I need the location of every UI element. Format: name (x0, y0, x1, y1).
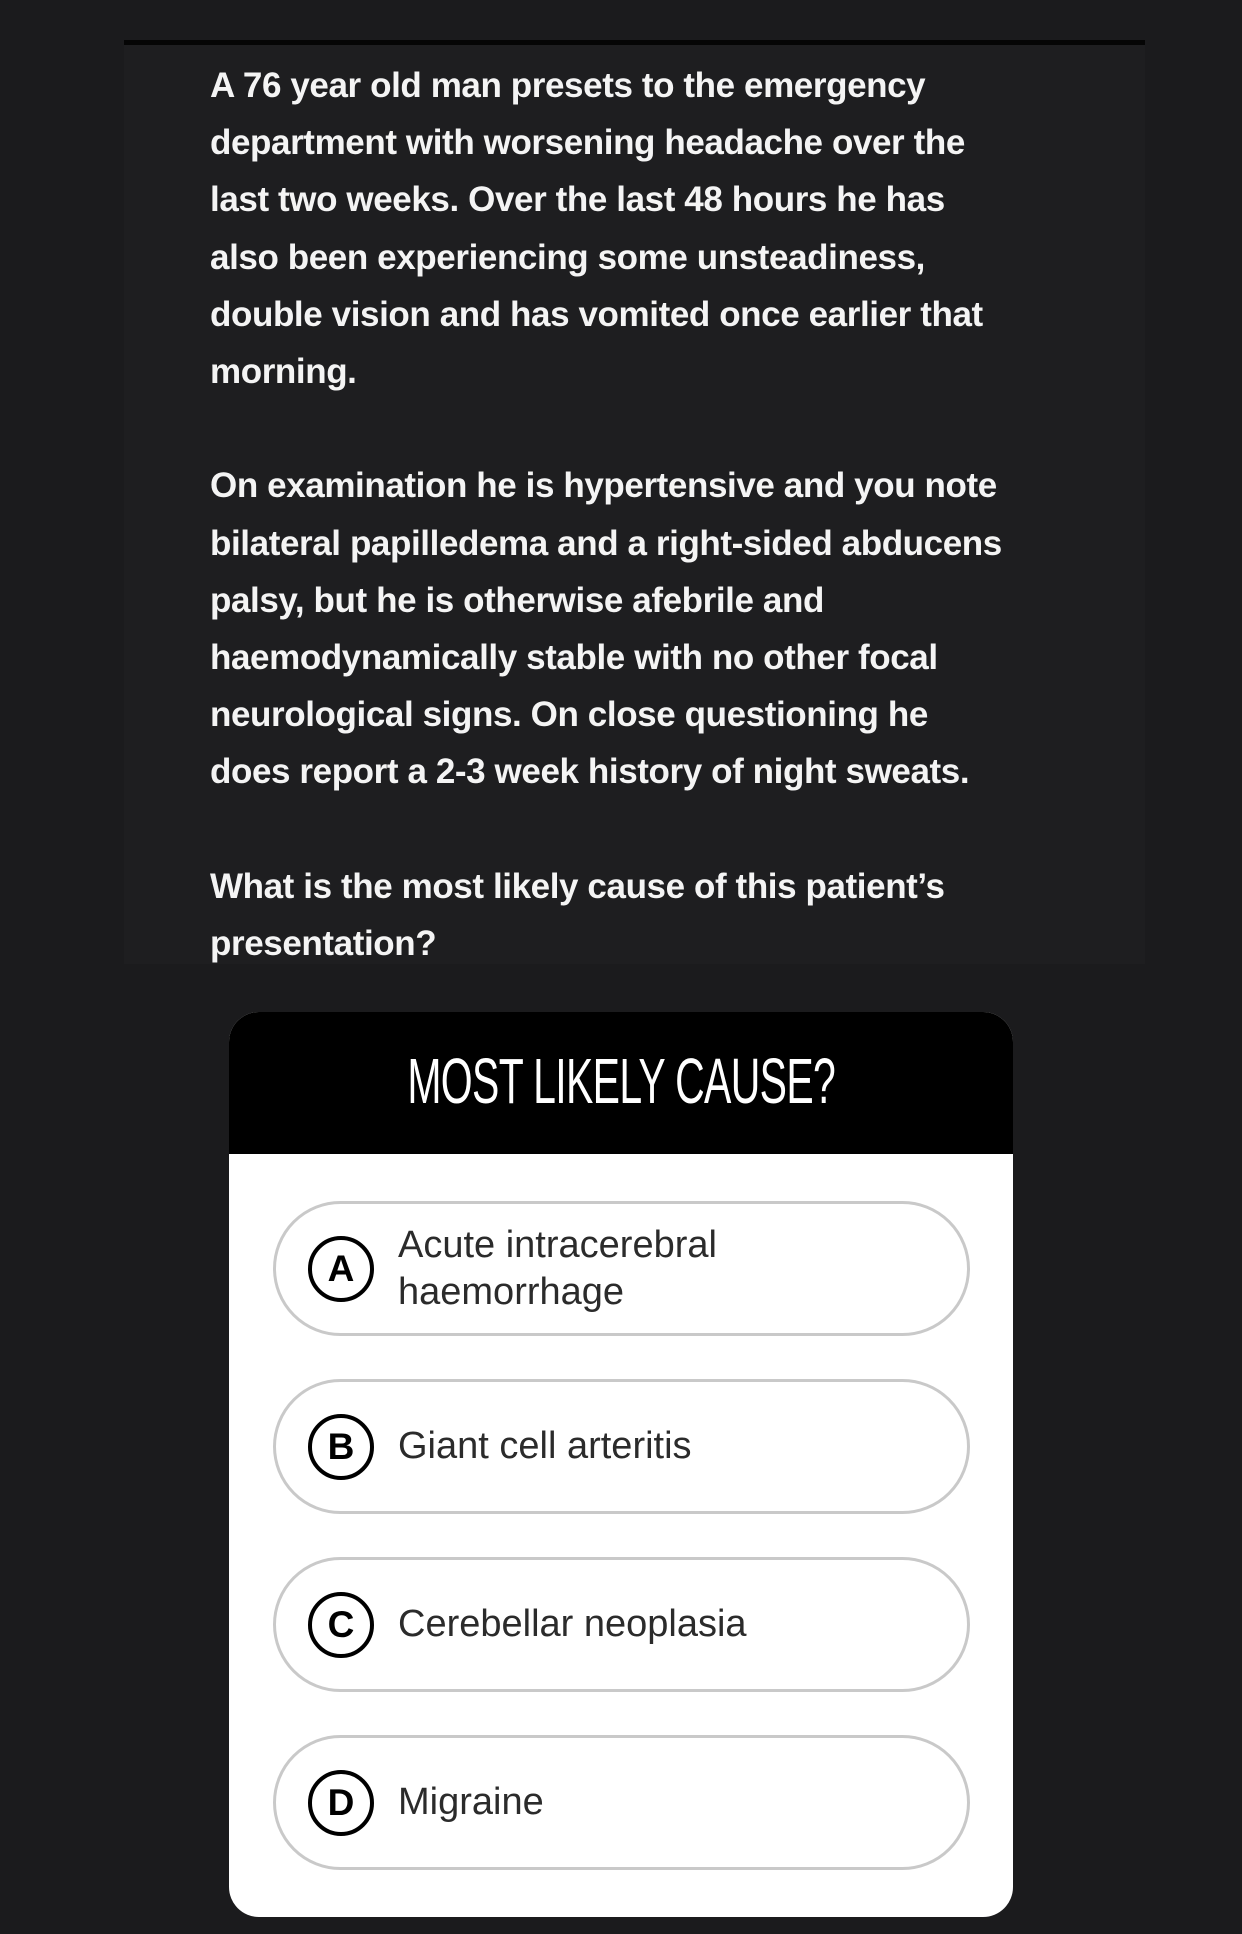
option-label-line: Giant cell arteritis (398, 1425, 692, 1467)
option-d-label (398, 1779, 937, 1826)
question-paragraph-prompt (210, 858, 1002, 972)
question-line: also been experiencing some unsteadiness, (210, 237, 925, 277)
option-b-label (398, 1423, 937, 1470)
question-paragraph-examination (210, 457, 1002, 800)
option-b-button[interactable] (273, 1379, 970, 1514)
option-a-label (398, 1222, 937, 1316)
option-d-letter-icon: D (308, 1770, 374, 1836)
question-panel (124, 40, 1145, 964)
option-label-line: haemorrhage (398, 1270, 625, 1313)
question-line: double vision and has vomited once earlier that (210, 294, 983, 334)
option-c-label (398, 1601, 937, 1648)
option-a-letter-icon: A (308, 1236, 374, 1302)
option-c-letter-icon: C (308, 1592, 374, 1658)
option-d-button[interactable] (273, 1735, 970, 1870)
quiz-card (229, 1012, 1013, 1917)
question-line: haemodynamically stable with no other focal (210, 638, 938, 678)
question-line: presentation? (210, 924, 437, 964)
option-b-letter-icon: B (308, 1414, 374, 1480)
question-text (210, 57, 1002, 972)
question-line: palsy, but he is otherwise afebrile and (210, 580, 824, 620)
question-line: A 76 year old man presets to the emergency (210, 66, 926, 105)
option-a-button[interactable] (273, 1201, 970, 1336)
question-line: last two weeks. Over the last 48 hours he has (210, 180, 945, 220)
question-line: department with worsening headache over the (210, 123, 965, 163)
question-line: neurological signs. On close questioning he (210, 695, 928, 735)
question-line: does report a 2-3 week history of night sweats. (210, 752, 970, 792)
question-line: On examination he is hypertensive and you note (210, 466, 997, 506)
question-line: bilateral papilledema and a right-sided abducens (210, 523, 1002, 563)
question-line: What is the most likely cause of this patient’s (210, 866, 945, 906)
option-c-button[interactable] (273, 1557, 970, 1692)
option-label-line: Cerebellar neoplasia (398, 1603, 747, 1645)
quiz-header (229, 1012, 1013, 1154)
option-label-line: Acute intracerebral (398, 1223, 717, 1266)
quiz-title: MOST LIKELY CAUSE? (407, 1045, 835, 1117)
question-paragraph-presentation (210, 57, 1002, 400)
option-label-line: Migraine (398, 1781, 544, 1823)
question-line: morning. (210, 352, 357, 392)
